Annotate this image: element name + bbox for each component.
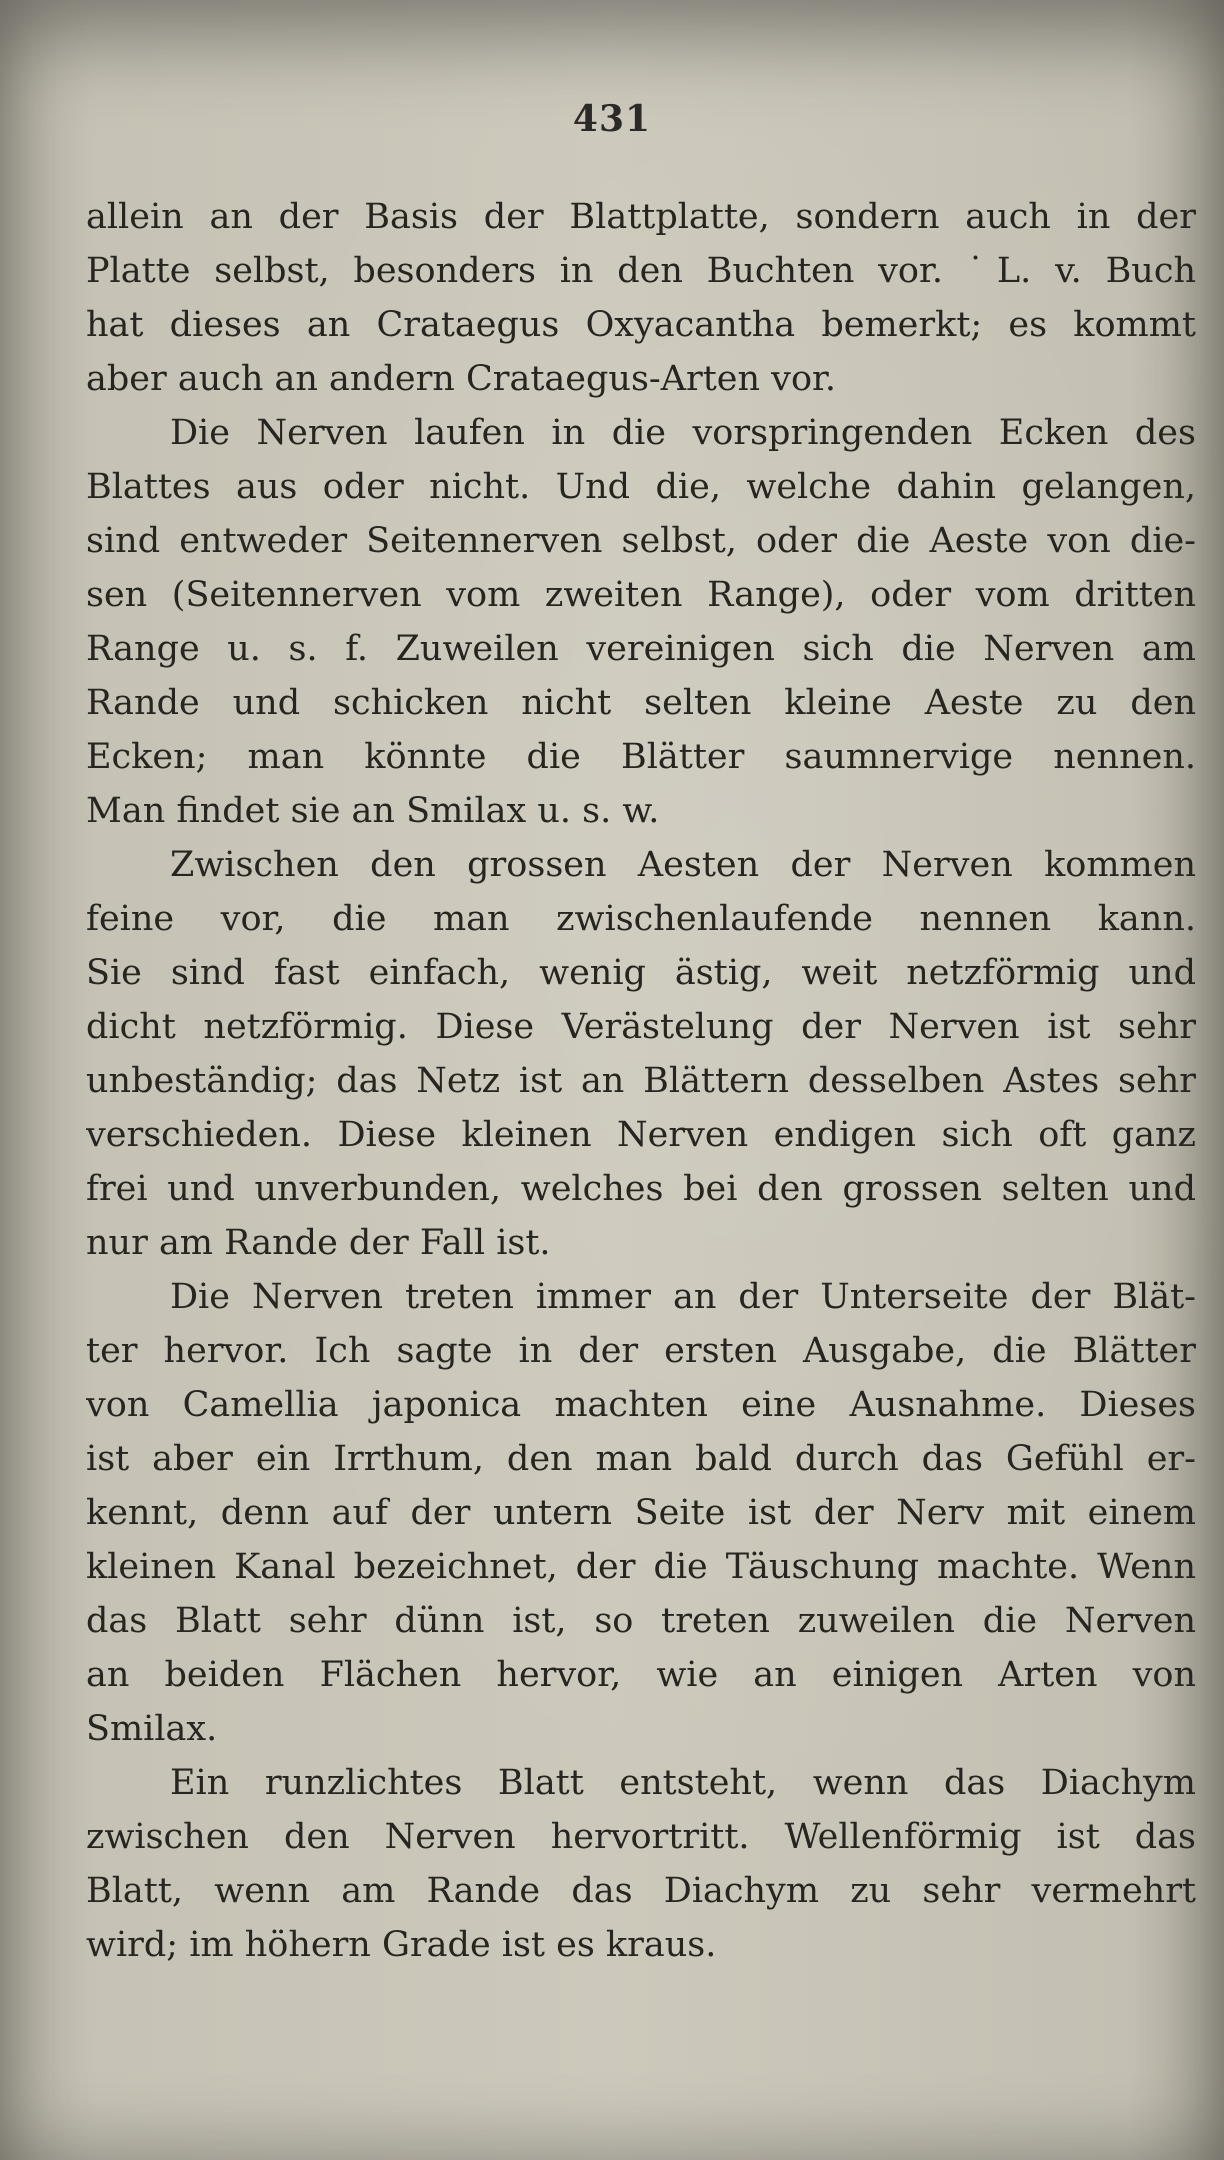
text-line: hat dieses an Crataegus Oxyacantha bemerkt; es kommt: [86, 305, 1196, 345]
text-line: ist aber ein Irrthum, den man bald durch das Gefühl er-: [86, 1439, 1196, 1479]
text-line: Rande und schicken nicht selten kleine Aeste zu den: [86, 683, 1196, 723]
text-line: unbeständig; das Netz ist an Blättern desselben Astes sehr: [86, 1061, 1196, 1101]
text-line: allein an der Basis der Blattplatte, sondern auch in der: [86, 197, 1196, 237]
text-line: das Blatt sehr dünn ist, so treten zuweilen die Nerven: [86, 1601, 1196, 1641]
text-line: Man findet sie an Smilax u. s. w.: [86, 791, 660, 831]
text-line: nur am Rande der Fall ist.: [86, 1223, 551, 1263]
text-line: Die Nerven laufen in die vorspringenden Ecken des: [170, 413, 1196, 453]
text-line: sind entweder Seitennerven selbst, oder die Aeste von die-: [86, 521, 1196, 561]
page-number: 431: [572, 98, 652, 140]
text-line: aber auch an andern Crataegus-Arten vor.: [86, 359, 837, 399]
text-line: ter hervor. Ich sagte in der ersten Ausgabe, die Blätter: [86, 1331, 1196, 1371]
text-line: sen (Seitennerven vom zweiten Range), oder vom dritten: [86, 575, 1196, 615]
text-line: Platte selbst, besonders in den Buchten vor. ˙L. v. Buch: [86, 251, 1196, 291]
text-line: kleinen Kanal bezeichnet, der die Täuschung machte. Wenn: [86, 1547, 1196, 1587]
text-line: kennt, denn auf der untern Seite ist der Nerv mit einem: [86, 1493, 1196, 1533]
text-line: wird; im höhern Grade ist es kraus.: [86, 1925, 717, 1965]
text-line: frei und unverbunden, welches bei den grossen selten und: [86, 1169, 1196, 1209]
text-line: verschieden. Diese kleinen Nerven endigen sich oft ganz: [86, 1115, 1196, 1155]
text-line: von Camellia japonica machten eine Ausnahme. Dieses: [86, 1385, 1196, 1425]
text-line: Ecken; man könnte die Blätter saumnervige nennen.: [86, 737, 1196, 777]
text-line: zwischen den Nerven hervortritt. Wellenförmig ist das: [86, 1817, 1196, 1857]
text-line: an beiden Flächen hervor, wie an einigen Arten von: [86, 1655, 1196, 1695]
text-line: Range u. s. f. Zuweilen vereinigen sich die Nerven am: [86, 629, 1196, 669]
text-line: Zwischen den grossen Aesten der Nerven kommen: [170, 845, 1196, 885]
body-text: [86, 190, 1196, 1972]
text-line: feine vor, die man zwischenlaufende nennen kann.: [86, 899, 1196, 939]
text-line: Blattes aus oder nicht. Und die, welche dahin gelangen,: [86, 467, 1196, 507]
text-line: Blatt, wenn am Rande das Diachym zu sehr vermehrt: [86, 1871, 1196, 1911]
text-line: Sie sind fast einfach, wenig ästig, weit netzförmig und: [86, 953, 1196, 993]
text-line: Smilax.: [86, 1709, 218, 1749]
text-line: Die Nerven treten immer an der Unterseite der Blät-: [170, 1277, 1196, 1317]
text-line: Ein runzlichtes Blatt entsteht, wenn das Diachym: [170, 1763, 1196, 1803]
text-line: dicht netzförmig. Diese Verästelung der Nerven ist sehr: [86, 1007, 1196, 1047]
